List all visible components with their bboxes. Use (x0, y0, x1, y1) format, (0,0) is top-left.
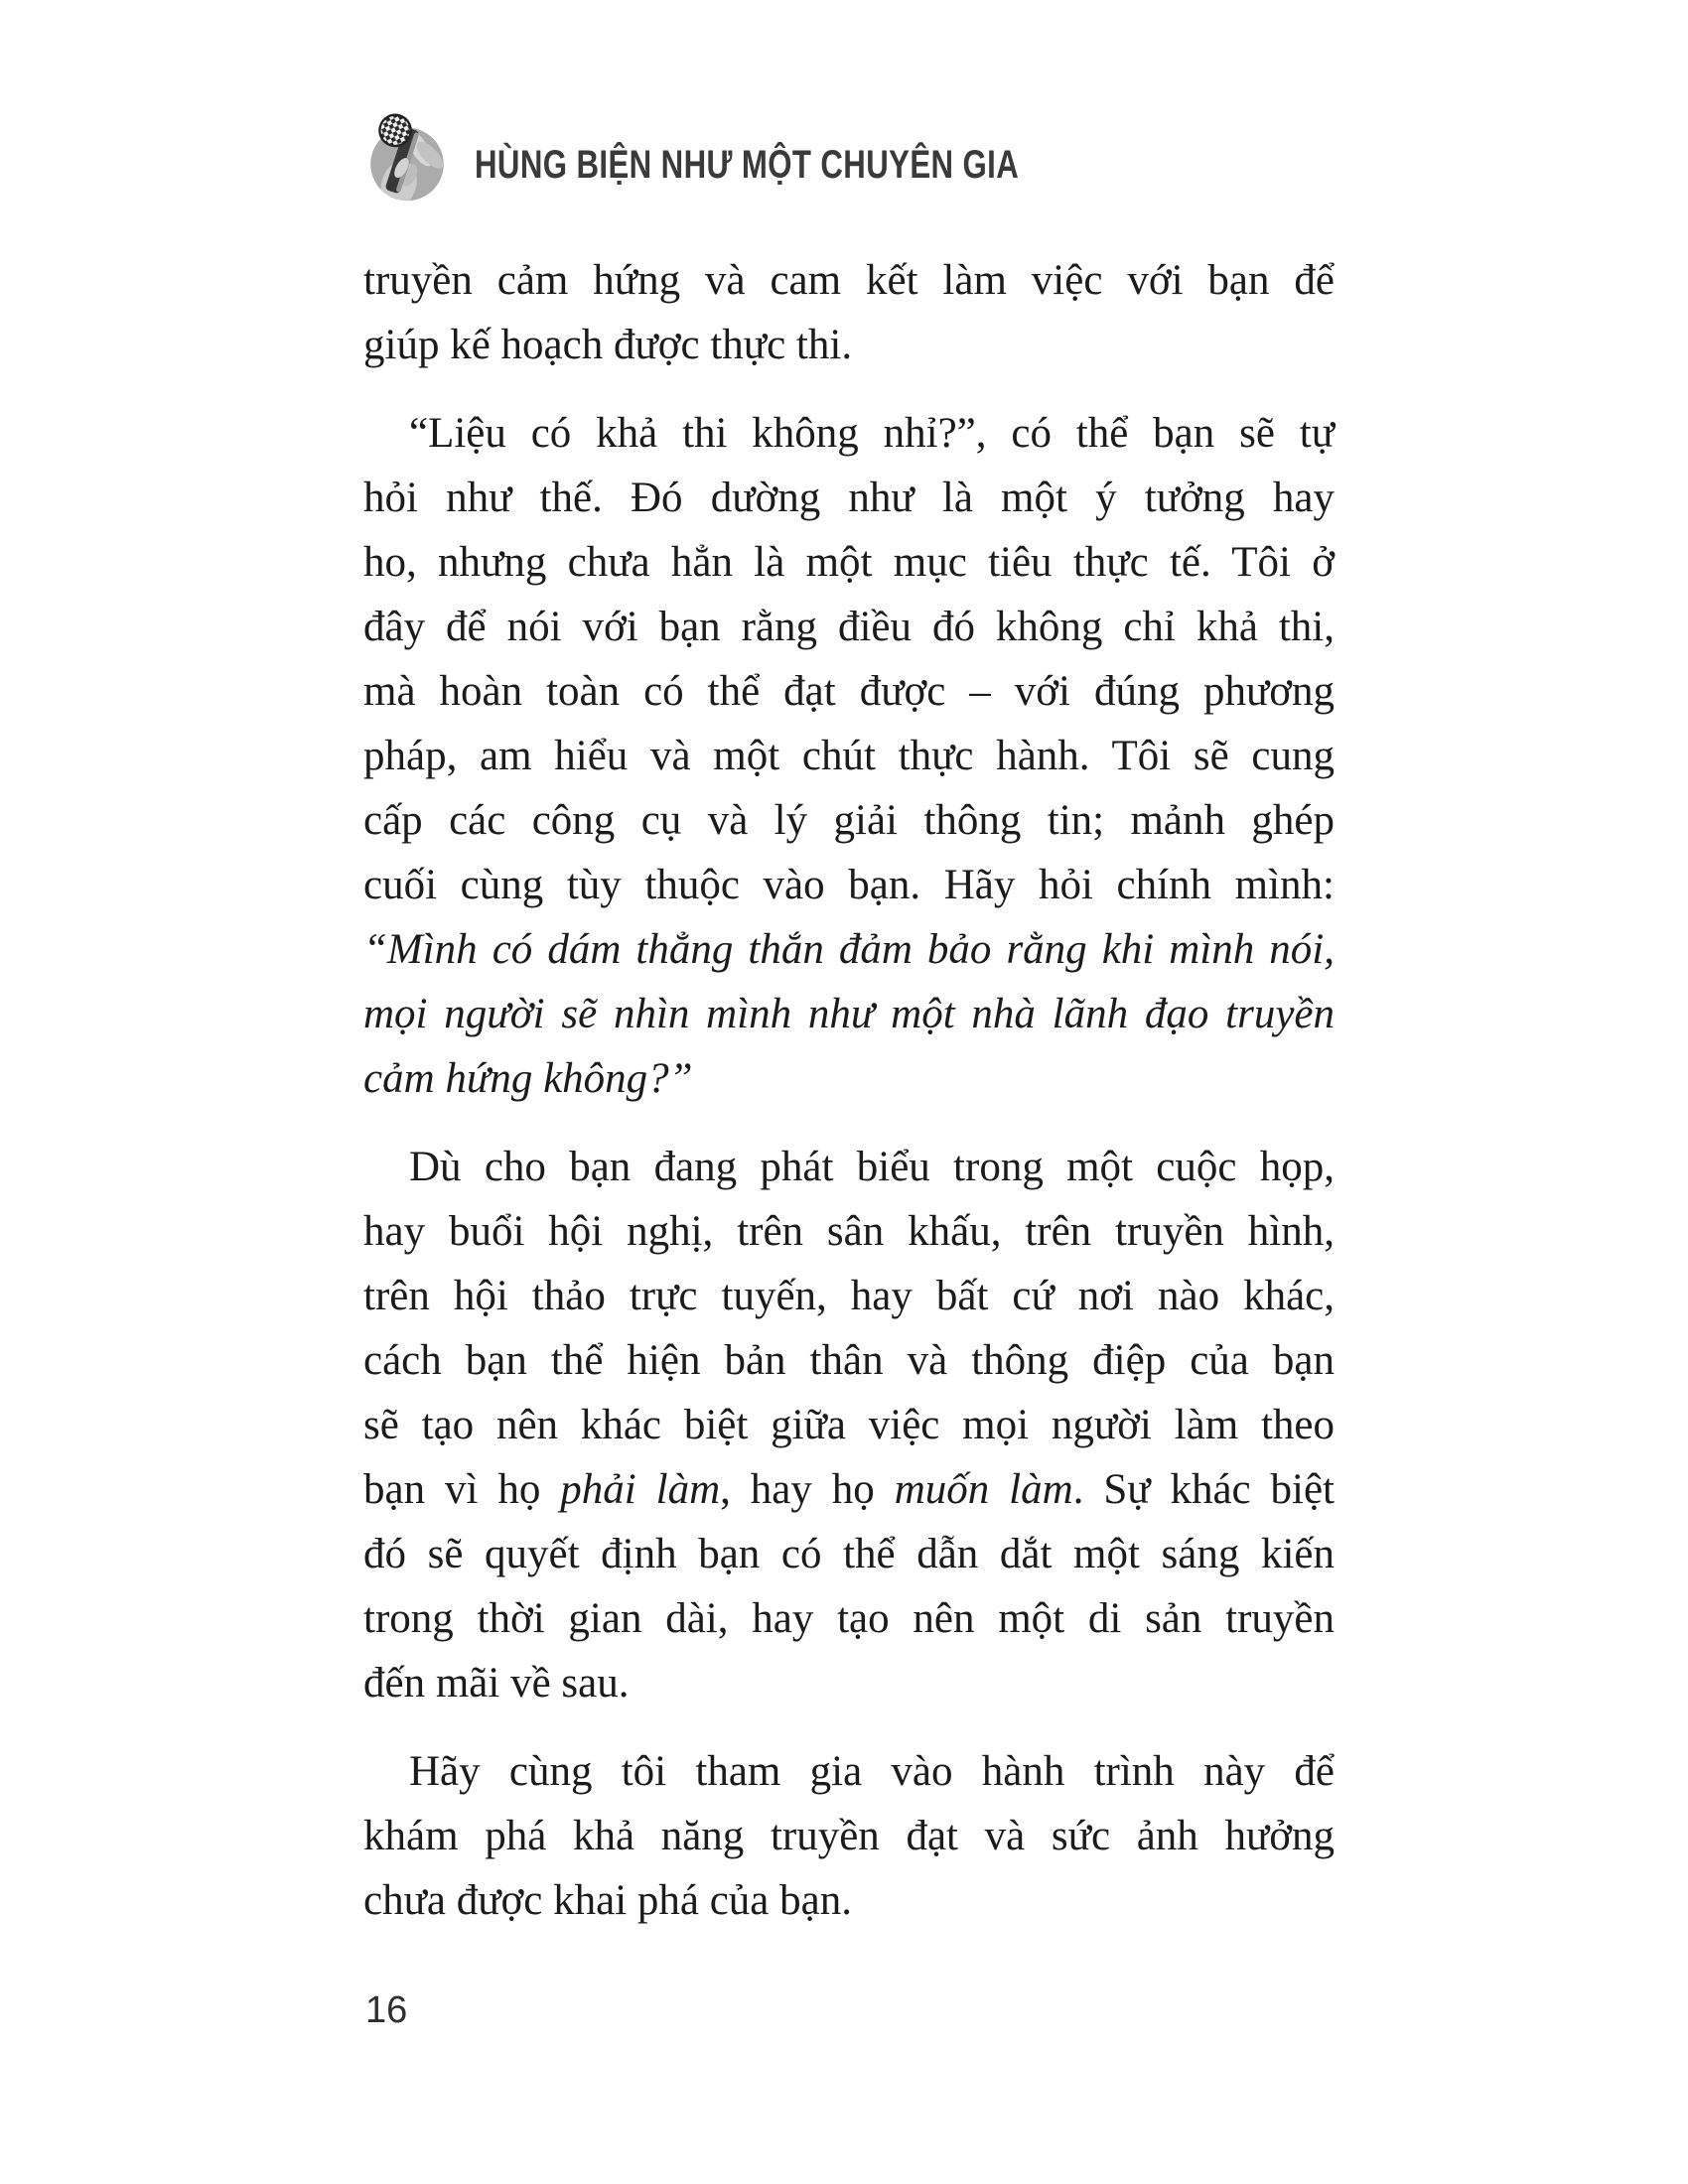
text-line-quote: “Mình có dám thẳng thắn đảm bảo rằng khi mình nói, (363, 926, 1335, 973)
paragraph (363, 248, 1335, 377)
text-segment: bạn vì họ (363, 1466, 561, 1513)
text-line: cấp các công cụ và lý giải thông tin; mảnh ghép (363, 797, 1335, 844)
text-line: trên hội thảo trực tuyến, hay bất cứ nơi nào khác, (363, 1273, 1335, 1319)
text-segment-italic: phải làm (560, 1466, 721, 1513)
running-header-title: HÙNG BIỆN NHƯ MỘT CHUYÊN GIA (475, 142, 1020, 187)
text-line: truyền cảm hứng và cam kết làm việc với bạn để (363, 257, 1335, 304)
text-line: “Liệu có khả thi không nhỉ?”, có thể bạn sẽ tự (409, 410, 1335, 457)
page-number: 16 (365, 1989, 408, 2031)
paragraph (363, 401, 1335, 1111)
text-line: giúp kế hoạch được thực thi. (363, 322, 853, 368)
text-segment: . Sự khác biệt (1072, 1466, 1335, 1513)
text-line: hỏi như thế. Đó dường như là một ý tưởng hay (363, 475, 1335, 521)
text-line: đó sẽ quyết định bạn có thể dẫn dắt một sáng kiến (363, 1531, 1335, 1577)
text-line: cuối cùng tùy thuộc vào bạn. Hãy hỏi chính mình: (363, 862, 1335, 908)
text-segment-italic: muốn làm (894, 1466, 1073, 1513)
text-line: đến mãi về sau. (363, 1660, 630, 1706)
text-line: đây để nói với bạn rằng điều đó không chỉ khả thi, (363, 604, 1335, 650)
text-line: pháp, am hiểu và một chút thực hành. Tôi sẽ cung (363, 733, 1335, 779)
paragraph (363, 1135, 1335, 1715)
text-line: mà hoàn toàn có thể đạt được – với đúng phương (363, 668, 1335, 715)
text-line: chưa được khai phá của bạn. (363, 1877, 852, 1924)
text-line: cách bạn thể hiện bản thân và thông điệp của bạn (363, 1337, 1335, 1384)
microphone-icon (361, 107, 453, 208)
text-line-quote: mọi người sẽ nhìn mình như một nhà lãnh đạo truyền (363, 991, 1335, 1037)
text-line: ho, nhưng chưa hẳn là một mục tiêu thực tế. Tôi ở (363, 539, 1335, 586)
running-header (361, 107, 1173, 208)
paragraph (363, 1739, 1335, 1933)
text-line: sẽ tạo nên khác biệt giữa việc mọi người làm theo (363, 1402, 1335, 1448)
text-segment: , hay họ (720, 1466, 895, 1513)
text-line-quote: cảm hứng không?” (363, 1055, 693, 1102)
text-line: trong thời gian dài, hay tạo nên một di sản truyền (363, 1595, 1335, 1642)
text-line: Dù cho bạn đang phát biểu trong một cuộc họp, (409, 1144, 1335, 1190)
text-line-mixed (363, 1457, 1335, 1522)
text-line: khám phá khả năng truyền đạt và sức ảnh hưởng (363, 1813, 1335, 1859)
text-line: hay buổi hội nghị, trên sân khấu, trên truyền hình, (363, 1208, 1335, 1255)
text-line: Hãy cùng tôi tham gia vào hành trình này để (409, 1748, 1335, 1795)
body-text (363, 248, 1335, 1933)
